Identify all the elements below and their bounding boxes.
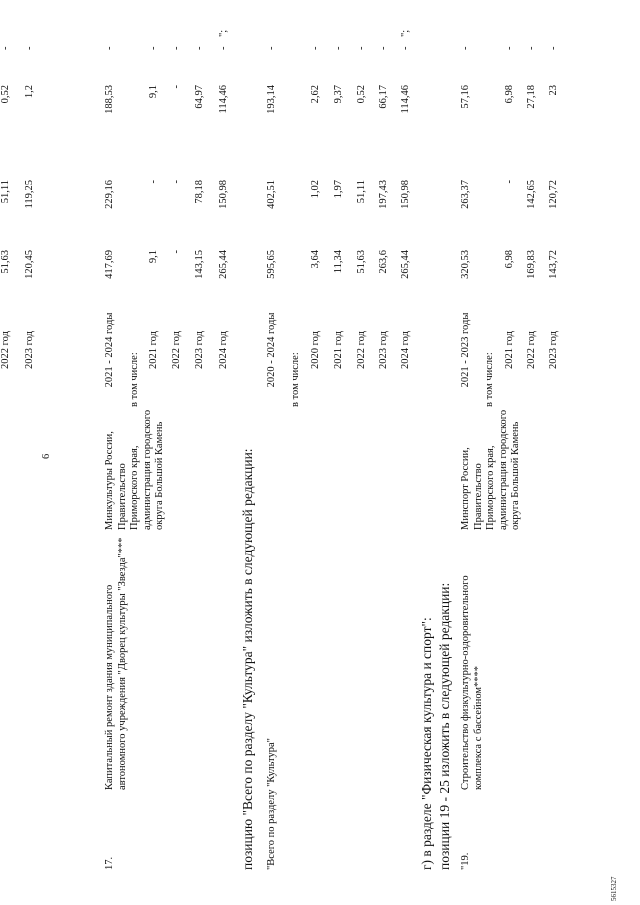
heading-culture: позицию "Всего по разделу "Культура" изложить в следующей редакции: <box>240 448 255 870</box>
row-19-value: 143,72 <box>548 250 559 279</box>
row-17-value: 114,46 <box>218 85 229 114</box>
row-17-value: - <box>24 46 35 50</box>
total-culture-period: 2024 год <box>400 331 411 369</box>
row-19-value: - <box>548 46 559 50</box>
total-culture-value: 66,17 <box>378 85 389 109</box>
row-17-value: - <box>171 180 182 184</box>
total-culture-value: 51,11 <box>356 180 367 204</box>
row-19-value: 57,16 <box>460 85 471 109</box>
total-culture-value: 150,98 <box>400 180 411 209</box>
row-17-value: - <box>148 180 159 184</box>
row-17-value: 9,1 <box>148 250 159 264</box>
row-19-value: 320,53 <box>460 250 471 279</box>
heading-sport-positions: позиции 19 - 25 изложить в следующей редакции: <box>437 582 452 870</box>
row-17-value: - <box>171 250 182 254</box>
row-19-period: 2023 год <box>548 331 559 369</box>
total-culture-value: - <box>266 46 277 50</box>
row-17-value: 64,97 <box>194 85 205 109</box>
row-17-executors: Минкультуры России, Правительство Приморского края, администрация городского округа Большой Камень <box>104 409 165 530</box>
total-culture-value: 2,62 <box>310 85 321 104</box>
row-19-period: 2021 год <box>504 331 515 369</box>
row-19-executors: Минспорт России, Правительство Приморского края, администрация городского округа Большой Камень <box>460 409 521 530</box>
total-culture-value: 51,63 <box>356 250 367 274</box>
row-17-name: Капитальный ремонт здания муниципального автономного учреждения "Дворец культуры "Звезда"*** <box>104 537 128 790</box>
total-culture-period: 2020 - 2024 годы <box>266 312 277 388</box>
total-culture-period: 2022 год <box>356 331 367 369</box>
total-culture-value: 11,34 <box>333 250 344 274</box>
row-17-value: 0,52 <box>0 85 11 104</box>
row-17-period: 2022 год <box>0 331 11 369</box>
row-17-period: 2023 год <box>194 331 205 369</box>
row-17-value: 1,2 <box>24 85 35 99</box>
total-culture-value: 193,14 <box>266 85 277 114</box>
total-culture-value: 265,44 <box>400 250 411 279</box>
total-culture-value: - <box>378 46 389 50</box>
row-17-value: - <box>194 46 205 50</box>
row-19-value: 6,98 <box>504 250 515 269</box>
heading-sport-section: г) в разделе "Физическая культура и спорт": <box>419 617 434 870</box>
total-culture-incl-label: в том числе: <box>290 352 301 407</box>
row-17-period: 2023 год <box>24 331 35 369</box>
row-17-number: 17. <box>104 856 115 870</box>
row-19-value: 120,72 <box>548 180 559 209</box>
total-culture-value: - <box>400 46 411 50</box>
total-culture-value: 3,64 <box>310 250 321 269</box>
row-19-value: 23 <box>548 85 559 96</box>
row-19-value: 263,37 <box>460 180 471 209</box>
row-17-value: - <box>218 46 229 50</box>
row-17-period: 2021 - 2024 годы <box>104 312 115 388</box>
row-17-value: - <box>0 46 11 50</box>
row-19-number: "19. <box>460 852 471 870</box>
row-19-value: 169,83 <box>526 250 537 279</box>
row-17-value: 51,63 <box>0 250 11 274</box>
row-17-value: 188,53 <box>104 85 115 114</box>
row-17-value: 51,11 <box>0 180 11 204</box>
row-17-value: - <box>104 46 115 50</box>
row-19-value: - <box>460 46 471 50</box>
total-culture-value: 0,52 <box>356 85 367 104</box>
row-17-value: - <box>148 46 159 50</box>
row-17-value: - <box>171 46 182 50</box>
total-culture-value: - <box>333 46 344 50</box>
row-19-value: 6,98 <box>504 85 515 104</box>
row-17-incl-label: в том числе: <box>129 352 140 407</box>
row-17-period: 2022 год <box>171 331 182 369</box>
row-17-value: 265,44 <box>218 250 229 279</box>
total-culture-period: 2021 год <box>333 331 344 369</box>
row-19-value: - <box>526 46 537 50</box>
row-19-value: - <box>504 180 515 184</box>
row-17-value: 143,15 <box>194 250 205 279</box>
total-culture-value: - <box>310 46 321 50</box>
row-17-value: - <box>171 85 182 89</box>
row-17-value: 150,98 <box>218 180 229 209</box>
row-17-value: 9,1 <box>148 85 159 99</box>
total-culture-value: 402,51 <box>266 180 277 209</box>
total-culture-period: 2023 год <box>378 331 389 369</box>
total-culture-value: 114,46 <box>400 85 411 114</box>
row-17-value: 78,18 <box>194 180 205 204</box>
row-17-period: 2021 год <box>148 331 159 369</box>
total-culture-closing-mark: "; <box>400 29 411 37</box>
total-culture-value: - <box>356 46 367 50</box>
row-17-value: 120,45 <box>24 250 35 279</box>
total-culture-value: 1,02 <box>310 180 321 199</box>
total-culture-value: 197,43 <box>378 180 389 209</box>
total-culture-value: 263,6 <box>378 250 389 274</box>
total-culture-period: 2020 год <box>310 331 321 369</box>
row-19-name: Строительство физкультурно-оздоровительного комплекса с бассейном**** <box>460 575 484 790</box>
row-19-period: 2021 - 2023 годы <box>460 312 471 388</box>
total-culture-value: 1,97 <box>333 180 344 199</box>
total-culture-name: "Всего по разделу "Культура" <box>266 738 277 870</box>
row-17-value: 119,25 <box>24 180 35 209</box>
total-culture-value: 9,37 <box>333 85 344 104</box>
row-17-value: 417,69 <box>104 250 115 279</box>
total-culture-value: 595,65 <box>266 250 277 279</box>
page-number: 6 <box>41 453 52 459</box>
row-17-closing-mark: "; <box>218 29 229 37</box>
row-17-period: 2024 год <box>218 331 229 369</box>
row-19-value: 27,18 <box>526 85 537 109</box>
row-19-period: 2022 год <box>526 331 537 369</box>
row-19-value: 142,65 <box>526 180 537 209</box>
row-17-value: 229,16 <box>104 180 115 209</box>
document-code: 5615327 <box>610 876 618 901</box>
row-19-incl-label: в том числе: <box>484 352 495 407</box>
row-19-value: - <box>504 46 515 50</box>
